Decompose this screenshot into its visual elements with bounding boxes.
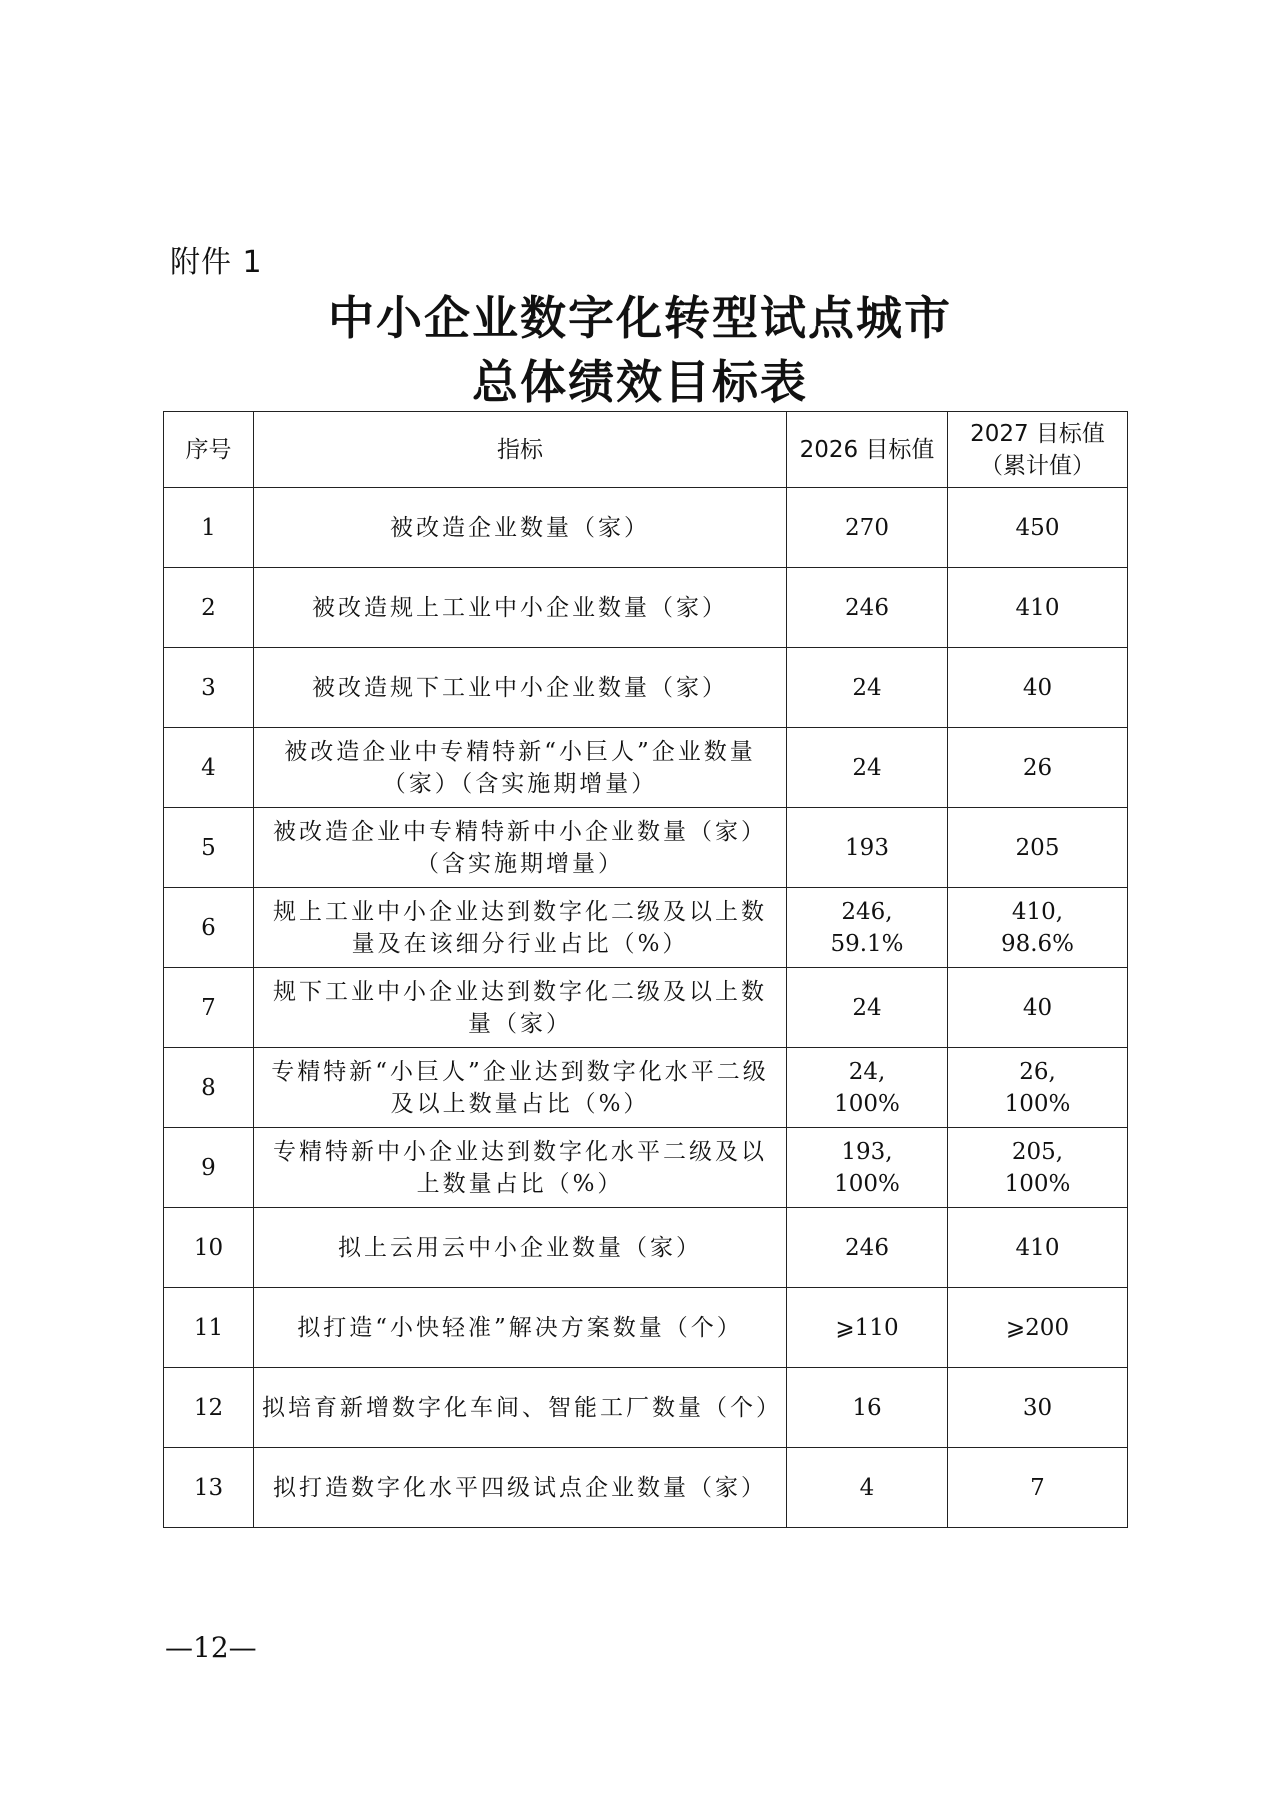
row-target-2027-cell bbox=[948, 648, 1128, 728]
target-value: 100% bbox=[834, 1090, 900, 1117]
row-index-cell: 12 bbox=[164, 1368, 254, 1448]
target-value: 24 bbox=[852, 754, 882, 781]
row-target-2026-cell bbox=[787, 888, 948, 968]
row-target-2026-cell bbox=[787, 1048, 948, 1128]
row-indicator-cell: 拟打造数字化水平四级试点企业数量（家） bbox=[254, 1448, 787, 1528]
table-row bbox=[164, 888, 1128, 968]
table-row bbox=[164, 1208, 1128, 1288]
target-value: 40 bbox=[1022, 994, 1053, 1021]
row-index-cell: 13 bbox=[164, 1448, 254, 1528]
table-row bbox=[164, 648, 1128, 728]
row-index-cell: 8 bbox=[164, 1048, 254, 1128]
target-value: 24, bbox=[848, 1058, 886, 1085]
table-row bbox=[164, 968, 1128, 1048]
row-target-2026-cell bbox=[787, 648, 948, 728]
table-row bbox=[164, 1448, 1128, 1528]
header-target-2026: 2026 目标值 bbox=[787, 412, 948, 488]
table-body bbox=[164, 488, 1128, 1528]
target-value: 98.6% bbox=[1000, 930, 1075, 957]
row-target-2026-cell bbox=[787, 968, 948, 1048]
row-target-2027-cell bbox=[948, 888, 1128, 968]
header-index: 序号 bbox=[164, 412, 254, 488]
row-indicator-cell: 被改造企业中专精特新“小巨人”企业数量（家）（含实施期增量） bbox=[254, 728, 787, 808]
target-value: 410 bbox=[1015, 594, 1060, 621]
document-title-line-1: 中小企业数字化转型试点城市 bbox=[328, 291, 952, 345]
row-target-2027-cell bbox=[948, 728, 1128, 808]
target-value: 193, bbox=[841, 1138, 893, 1165]
performance-target-table bbox=[163, 411, 1128, 1528]
row-index-cell: 10 bbox=[164, 1208, 254, 1288]
header-target-2027-title: 2027 目标值 bbox=[970, 420, 1105, 447]
target-value: 40 bbox=[1022, 674, 1053, 701]
row-indicator-cell: 拟上云用云中小企业数量（家） bbox=[254, 1208, 787, 1288]
row-target-2026-cell bbox=[787, 488, 948, 568]
header-indicator: 指标 bbox=[254, 412, 787, 488]
target-value: 270 bbox=[845, 514, 889, 541]
row-index-cell: 3 bbox=[164, 648, 254, 728]
row-indicator-cell: 规上工业中小企业达到数字化二级及以上数量及在该细分行业占比（%） bbox=[254, 888, 787, 968]
row-target-2026-cell bbox=[787, 1208, 948, 1288]
row-index-cell: 1 bbox=[164, 488, 254, 568]
row-indicator-cell: 专精特新“小巨人”企业达到数字化水平二级及以上数量占比（%） bbox=[254, 1048, 787, 1128]
table-row bbox=[164, 1368, 1128, 1448]
row-indicator-cell: 拟培育新增数字化车间、智能工厂数量（个） bbox=[254, 1368, 787, 1448]
row-indicator-cell: 规下工业中小企业达到数字化二级及以上数量（家） bbox=[254, 968, 787, 1048]
row-target-2027-cell bbox=[948, 968, 1128, 1048]
row-indicator-cell: 专精特新中小企业达到数字化水平二级及以上数量占比（%） bbox=[254, 1128, 787, 1208]
row-indicator-cell: 被改造企业数量（家） bbox=[254, 488, 787, 568]
row-target-2027-cell bbox=[948, 1128, 1128, 1208]
target-value: 24 bbox=[852, 674, 882, 701]
target-value: 410, bbox=[1011, 898, 1064, 925]
table-row bbox=[164, 808, 1128, 888]
target-value: ⩾110 bbox=[835, 1314, 899, 1341]
document-title-line-2: 总体绩效目标表 bbox=[472, 355, 808, 409]
target-value: 450 bbox=[1015, 514, 1060, 541]
row-target-2026-cell bbox=[787, 728, 948, 808]
target-value: 7 bbox=[1030, 1474, 1045, 1501]
target-value: 246 bbox=[845, 594, 889, 621]
target-value: 26, bbox=[1019, 1058, 1056, 1085]
row-indicator-cell: 拟打造“小快轻准”解决方案数量（个） bbox=[254, 1288, 787, 1368]
target-value: 100% bbox=[834, 1170, 900, 1197]
row-index-cell: 9 bbox=[164, 1128, 254, 1208]
row-target-2027-cell bbox=[948, 1448, 1128, 1528]
row-index-cell: 5 bbox=[164, 808, 254, 888]
target-value: 24 bbox=[852, 994, 882, 1021]
row-target-2027-cell bbox=[948, 568, 1128, 648]
row-target-2026-cell bbox=[787, 1448, 948, 1528]
row-target-2026-cell bbox=[787, 1288, 948, 1368]
row-index-cell: 2 bbox=[164, 568, 254, 648]
target-value: 410 bbox=[1015, 1234, 1060, 1261]
row-target-2027-cell bbox=[948, 488, 1128, 568]
target-value: 246 bbox=[845, 1234, 889, 1261]
row-index-cell: 6 bbox=[164, 888, 254, 968]
table-row bbox=[164, 1128, 1128, 1208]
target-value: 30 bbox=[1022, 1394, 1053, 1421]
target-value: 100% bbox=[1004, 1090, 1071, 1117]
target-value: 246, bbox=[841, 898, 893, 925]
row-indicator-cell: 被改造规下工业中小企业数量（家） bbox=[254, 648, 787, 728]
target-value: 193 bbox=[845, 834, 889, 861]
target-value: ⩾200 bbox=[1005, 1314, 1070, 1341]
header-target-2027 bbox=[948, 412, 1128, 488]
table-row bbox=[164, 1288, 1128, 1368]
row-target-2026-cell bbox=[787, 1128, 948, 1208]
row-index-cell: 11 bbox=[164, 1288, 254, 1368]
row-target-2027-cell bbox=[948, 1288, 1128, 1368]
row-indicator-cell: 被改造企业中专精特新中小企业数量（家）（含实施期增量） bbox=[254, 808, 787, 888]
row-target-2027-cell bbox=[948, 1048, 1128, 1128]
table-row bbox=[164, 1048, 1128, 1128]
row-target-2026-cell bbox=[787, 568, 948, 648]
row-indicator-cell: 被改造规上工业中小企业数量（家） bbox=[254, 568, 787, 648]
target-value: 205 bbox=[1015, 834, 1060, 861]
row-target-2026-cell bbox=[787, 1368, 948, 1448]
row-index-cell: 4 bbox=[164, 728, 254, 808]
row-target-2027-cell bbox=[948, 1368, 1128, 1448]
attachment-label: 附件 1 bbox=[170, 245, 263, 280]
target-value: 16 bbox=[852, 1394, 882, 1421]
target-value: 4 bbox=[859, 1474, 875, 1501]
row-target-2027-cell bbox=[948, 1208, 1128, 1288]
row-target-2026-cell bbox=[787, 808, 948, 888]
row-target-2027-cell bbox=[948, 808, 1128, 888]
target-value: 26 bbox=[1022, 754, 1053, 781]
target-value: 100% bbox=[1004, 1170, 1071, 1197]
header-target-2027-note: （累计值） bbox=[980, 452, 1095, 479]
table-header-row bbox=[164, 412, 1128, 488]
target-value: 205, bbox=[1011, 1138, 1064, 1165]
table-row bbox=[164, 728, 1128, 808]
page-number: —12— bbox=[165, 1631, 257, 1664]
target-value: 59.1% bbox=[830, 930, 904, 957]
row-index-cell: 7 bbox=[164, 968, 254, 1048]
table-row bbox=[164, 568, 1128, 648]
table-row bbox=[164, 488, 1128, 568]
